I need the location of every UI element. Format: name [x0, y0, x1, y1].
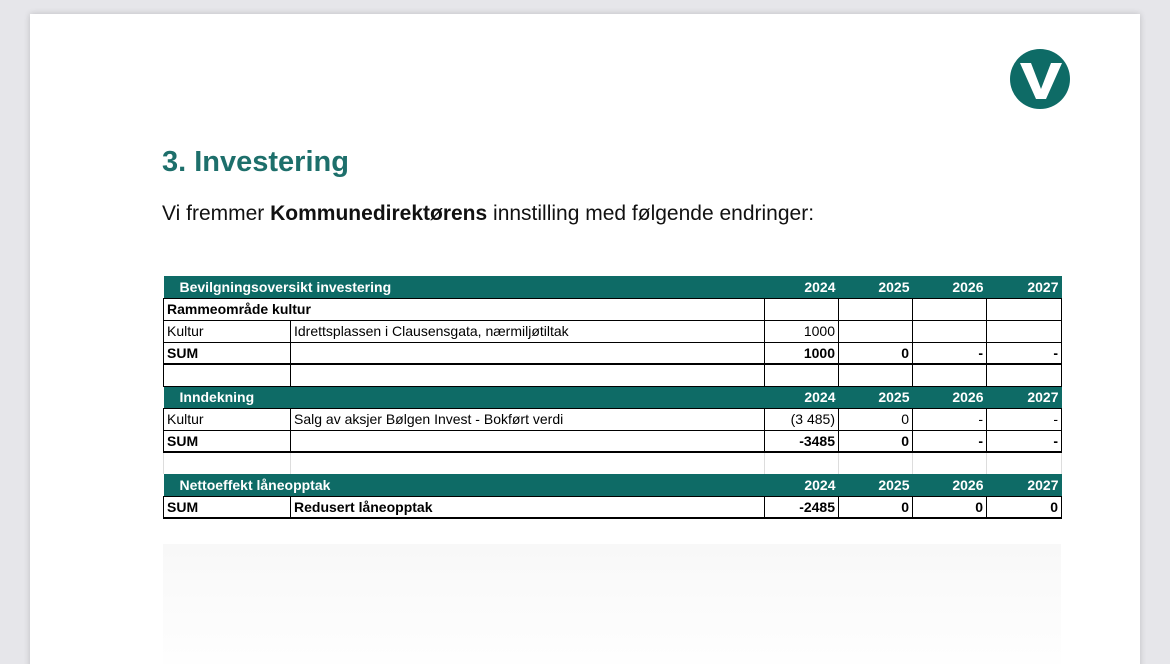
sum-label: SUM — [164, 342, 291, 364]
year-header: 2026 — [913, 276, 987, 298]
sum-label: SUM — [164, 430, 291, 452]
year-header: 2025 — [839, 276, 913, 298]
desc-cell: Idrettsplassen i Clausensgata, nærmiljøtiltak — [291, 320, 765, 342]
table-cell — [291, 342, 765, 364]
value-cell: - — [987, 342, 1062, 364]
year-header: 2027 — [987, 276, 1062, 298]
table-header-row — [164, 474, 1062, 496]
year-header: 2025 — [839, 474, 913, 496]
investment-table — [163, 276, 1061, 519]
section-heading: 3. Investering — [162, 146, 349, 178]
year-header: 2024 — [765, 386, 839, 408]
table-row — [164, 298, 1062, 320]
value-cell: 0 — [839, 408, 913, 430]
sum-row — [164, 430, 1062, 452]
area-cell: Kultur — [164, 408, 291, 430]
value-cell: 1000 — [765, 320, 839, 342]
intro-bold: Kommunedirektørens — [270, 202, 488, 225]
year-header: 2027 — [987, 474, 1062, 496]
value-cell: 0 — [839, 430, 913, 452]
page-shade — [163, 544, 1061, 664]
area-cell: Kultur — [164, 320, 291, 342]
intro-text — [162, 202, 814, 226]
intro-after: innstilling med følgende endringer: — [487, 202, 815, 225]
group-label: Rammeområde kultur — [164, 298, 765, 320]
header-title: Bevilgningsoversikt investering — [164, 276, 765, 298]
value-cell: -2485 — [765, 496, 839, 518]
value-cell: 0 — [839, 496, 913, 518]
table-cell — [765, 298, 839, 320]
intro-before: Vi fremmer — [162, 202, 271, 225]
year-header: 2026 — [913, 474, 987, 496]
value-cell: 0 — [839, 342, 913, 364]
table-row — [164, 320, 1062, 342]
year-header: 2027 — [987, 386, 1062, 408]
value-cell: 0 — [987, 496, 1062, 518]
sum-row — [164, 496, 1062, 518]
value-cell: - — [913, 430, 987, 452]
value-cell: 0 — [913, 496, 987, 518]
value-cell: - — [913, 342, 987, 364]
table-cell — [839, 298, 913, 320]
sum-row — [164, 342, 1062, 364]
value-cell — [913, 320, 987, 342]
year-header: 2026 — [913, 386, 987, 408]
year-header: 2024 — [765, 276, 839, 298]
table-header-row — [164, 276, 1062, 298]
year-header: 2024 — [765, 474, 839, 496]
value-cell: - — [913, 408, 987, 430]
desc-cell: Salg av aksjer Bølgen Invest - Bokført verdi — [291, 408, 765, 430]
header-title: Inndekning — [164, 386, 765, 408]
value-cell — [839, 320, 913, 342]
table-cell — [291, 430, 765, 452]
value-cell: -3485 — [765, 430, 839, 452]
table-cell — [913, 298, 987, 320]
sum-label: SUM — [164, 496, 291, 518]
document-page — [30, 14, 1140, 664]
blank-row — [164, 364, 1062, 386]
v-logo-icon — [1010, 49, 1070, 109]
value-cell: - — [987, 408, 1062, 430]
table-cell — [987, 298, 1062, 320]
table-row — [164, 408, 1062, 430]
header-title: Nettoeffekt låneopptak — [164, 474, 765, 496]
table-header-row — [164, 386, 1062, 408]
value-cell: (3 485) — [765, 408, 839, 430]
value-cell: 1000 — [765, 342, 839, 364]
desc-cell: Redusert låneopptak — [291, 496, 765, 518]
value-cell — [987, 320, 1062, 342]
value-cell: - — [987, 430, 1062, 452]
blank-row — [164, 452, 1062, 474]
year-header: 2025 — [839, 386, 913, 408]
